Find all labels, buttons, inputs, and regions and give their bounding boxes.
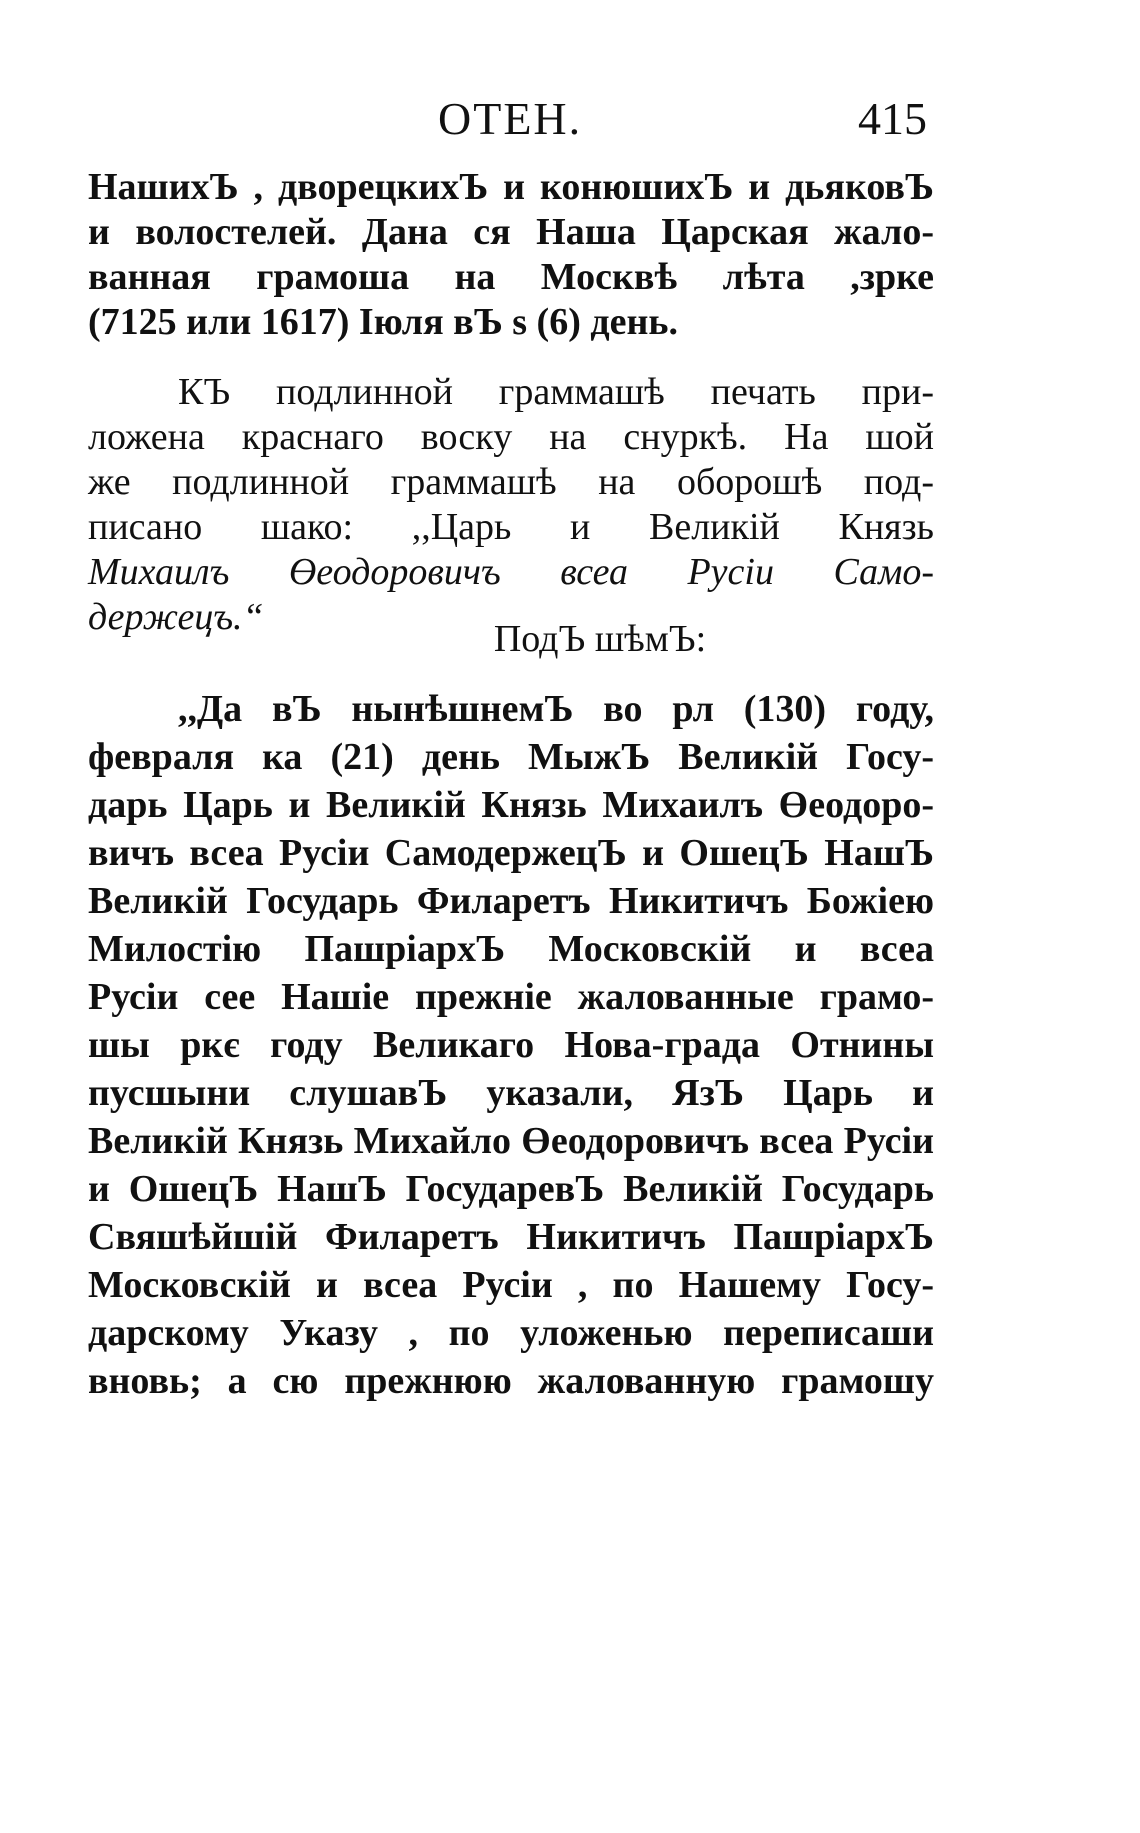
text-line: ложена краснаго воску на снуркѣ. На шой [88, 416, 934, 458]
text-line: дарскому Указу , по уложенью переписаши [88, 1312, 934, 1354]
text-line: вичъ всеа Русіи СамодержецЪ и ОшецЪ НашЪ [88, 832, 934, 874]
text-line: (7125 или 1617) Іюля вЪ ѕ (6) день. [88, 301, 678, 343]
text-line: Русіи сее Нашіе прежніе жалованные грамо- [88, 976, 934, 1018]
text-line: Михаилъ Өеодоровичъ всеа Русіи Само- [88, 551, 934, 593]
text-line: февраля ка (21) день МыжЪ Великій Госу- [88, 736, 934, 778]
page-number: 415 [858, 93, 927, 144]
text-line: держецъ.“ [88, 596, 264, 638]
text-line: вновь; а сю прежнюю жалованную грамошу [88, 1360, 934, 1402]
text-line: и ОшецЪ НашЪ ГосударевЪ Великій Государь [88, 1168, 934, 1210]
text-line: Милостію ПашріархЪ Московскій и всеа [88, 928, 934, 970]
text-line: дарь Царь и Великій Князь Михаилъ Өеодоро- [88, 784, 934, 826]
running-head: ОТЕН. [438, 93, 583, 144]
text-line: Великій Государь Филаретъ Никитичъ Божіею [88, 880, 934, 922]
page-header [0, 92, 1140, 152]
text-line: писано шако: ,,Царь и Великій Князь [88, 506, 934, 548]
text-line: НашихЪ , дворецкихЪ и конюшихЪ и дьяковЪ [88, 166, 934, 208]
text-line: Московскій и всеа Русіи , по Нашему Госу- [88, 1264, 934, 1306]
text-line: Великій Князь Михайло Өеодоровичъ всеа Русіи [88, 1120, 934, 1162]
text-line: шы ркє году Великаго Нова-града Отнины [88, 1024, 934, 1066]
text-line: Свяшѣйшій Филаретъ Никитичъ ПашріархЪ [88, 1216, 934, 1258]
text-line: пусшыни слушавЪ указали, ЯзЪ Царь и [88, 1072, 934, 1114]
text-line: и волостелей. Дана ся Наша Царская жало- [88, 211, 934, 253]
text-line: ванная грамоша на Москвѣ лѣта ,зрке [88, 256, 934, 298]
text-heading: ПодЪ шѣмЪ: [493, 618, 707, 660]
text-line: ,,Да вЪ нынѣшнемЪ во рл (130) году, [178, 688, 934, 730]
text-line: же подлинной граммашѣ на оборошѣ под- [88, 461, 934, 503]
text-line: КЪ подлинной граммашѣ печать при- [178, 371, 934, 413]
